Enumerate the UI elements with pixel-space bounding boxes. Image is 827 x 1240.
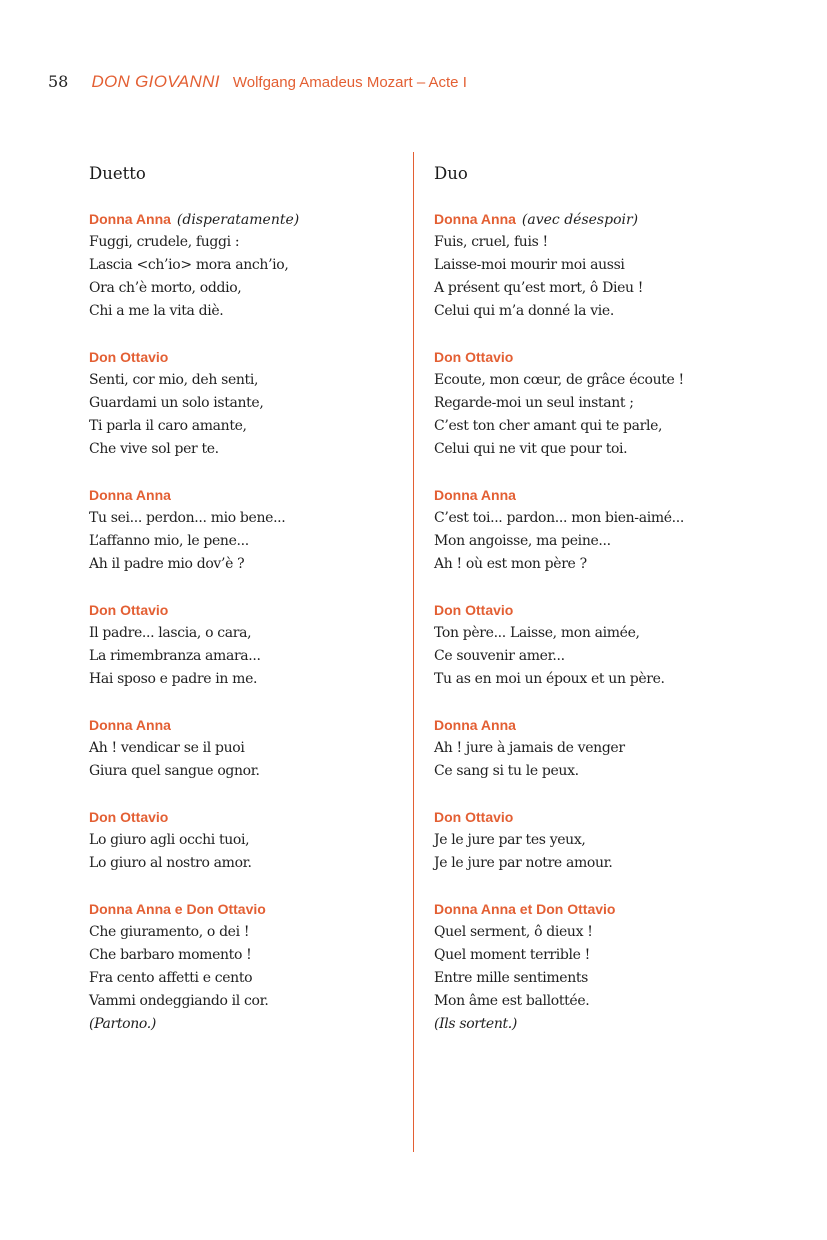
verse-line: Chi a me la vita diè. <box>89 303 224 319</box>
stage-direction: (disperatamente) <box>176 212 300 228</box>
verse-line: Ton père... Laisse, mon aimée, <box>434 625 640 641</box>
verse-line: Tu as en moi un époux et un père. <box>434 671 665 687</box>
verse-line: Lo giuro al nostro amor. <box>89 855 252 871</box>
speaker-label: Donna Anna <box>89 717 171 733</box>
verse-line: Che barbaro momento ! <box>89 947 252 963</box>
stage-direction: (avec désespoir) <box>521 212 639 228</box>
verse-line: Quel moment terrible ! <box>434 947 590 963</box>
speaker-name <box>434 208 754 231</box>
speaker-name <box>434 599 754 622</box>
stanza <box>434 599 754 691</box>
verse-line: Ora ch’è morto, oddio, <box>89 280 242 296</box>
speaker-label: Don Ottavio <box>89 809 169 825</box>
stage-direction: (Ils sortent.) <box>434 1016 517 1032</box>
verse-line: Senti, cor mio, deh senti, <box>89 372 259 388</box>
italian-column <box>89 162 409 1059</box>
verse-line: Lo giuro agli occhi tuoi, <box>89 832 250 848</box>
verse-line: Ah ! où est mon père ? <box>434 556 587 572</box>
stanza-list <box>89 208 409 1036</box>
stanza <box>434 714 754 783</box>
verse-line: Mon angoisse, ma peine... <box>434 533 611 549</box>
stanza <box>89 714 409 783</box>
stanza <box>89 484 409 576</box>
speaker-label: Don Ottavio <box>434 602 514 618</box>
french-column <box>434 162 754 1059</box>
column-divider <box>413 152 414 1152</box>
verse-line: Celui qui ne vit que pour toi. <box>434 441 628 457</box>
stage-direction: (Partono.) <box>89 1016 156 1032</box>
verse-line: Hai sposo e padre in me. <box>89 671 258 687</box>
verse-line: Fra cento affetti e cento <box>89 970 253 986</box>
stanza <box>89 898 409 1036</box>
stanza <box>434 208 754 323</box>
speaker-label: Donna Anna <box>434 717 516 733</box>
stanza <box>89 208 409 323</box>
stanza <box>434 806 754 875</box>
verse-line: Laisse-moi mourir moi aussi <box>434 257 625 273</box>
verse-line: Regarde-moi un seul instant ; <box>434 395 634 411</box>
verse-line: Ah ! jure à jamais de venger <box>434 740 625 756</box>
speaker-name <box>89 806 409 829</box>
verse-line: Fuis, cruel, fuis ! <box>434 234 548 250</box>
speaker-label: Donna Anna <box>434 487 516 503</box>
speaker-label: Don Ottavio <box>434 809 514 825</box>
speaker-label: Donna Anna <box>89 487 171 503</box>
verse-line: Che vive sol per te. <box>89 441 219 457</box>
page-number: 58 <box>48 72 69 91</box>
column-title: Duo <box>434 164 468 183</box>
speaker-label: Don Ottavio <box>434 349 514 365</box>
verse-line: Entre mille sentiments <box>434 970 589 986</box>
speaker-name <box>89 346 409 369</box>
speaker-name <box>434 714 754 737</box>
page-header <box>48 72 467 94</box>
speaker-name <box>89 599 409 622</box>
verse-line: Mon âme est ballottée. <box>434 993 590 1009</box>
column-title: Duetto <box>89 164 146 183</box>
speaker-name <box>89 208 409 231</box>
verse-line: L’affanno mio, le pene... <box>89 533 249 549</box>
stanza <box>89 599 409 691</box>
speaker-name <box>434 346 754 369</box>
composer-and-act: Wolfgang Amadeus Mozart – Acte I <box>232 74 467 91</box>
verse-line: C’est toi... pardon... mon bien-aimé... <box>434 510 684 526</box>
speaker-name <box>434 806 754 829</box>
verse-line: Fuggi, crudele, fuggi : <box>89 234 240 250</box>
speaker-name <box>89 898 409 921</box>
verse-line: Je le jure par notre amour. <box>434 855 613 871</box>
speaker-name <box>89 714 409 737</box>
verse-line: Celui qui m’a donné la vie. <box>434 303 614 319</box>
speaker-name <box>89 484 409 507</box>
verse-line: Ah ! vendicar se il puoi <box>89 740 245 756</box>
verse-line: Guardami un solo istante, <box>89 395 264 411</box>
verse-line: C’est ton cher amant qui te parle, <box>434 418 663 434</box>
speaker-label: Donna Anna e Don Ottavio <box>89 901 266 917</box>
verse-line: Lascia <ch’io> mora anch’io, <box>89 257 289 273</box>
verse-line: Tu sei... perdon... mio bene... <box>89 510 286 526</box>
verse-line: Quel serment, ô dieux ! <box>434 924 593 940</box>
stanza <box>434 898 754 1036</box>
stanza <box>89 346 409 461</box>
verse-line: A présent qu’est mort, ô Dieu ! <box>434 280 644 296</box>
verse-line: La rimembranza amara... <box>89 648 261 664</box>
speaker-label: Don Ottavio <box>89 349 169 365</box>
speaker-label: Donna Anna et Don Ottavio <box>434 901 616 917</box>
verse-line: Vammi ondeggiando il cor. <box>89 993 269 1009</box>
verse-line: Giura quel sangue ognor. <box>89 763 260 779</box>
stanza <box>434 484 754 576</box>
verse-line: Ti parla il caro amante, <box>89 418 247 434</box>
verse-line: Je le jure par tes yeux, <box>434 832 586 848</box>
verse-line: Il padre... lascia, o cara, <box>89 625 252 641</box>
speaker-label: Donna Anna <box>89 211 171 227</box>
verse-line: Ce sang si tu le peux. <box>434 763 579 779</box>
verse-line: Ah il padre mio dov’è ? <box>89 556 245 572</box>
speaker-name <box>434 484 754 507</box>
verse-line: Che giuramento, o dei ! <box>89 924 250 940</box>
verse-line: Ecoute, mon cœur, de grâce écoute ! <box>434 372 684 388</box>
speaker-name <box>434 898 754 921</box>
opera-title: DON GIOVANNI <box>91 72 220 91</box>
stanza <box>434 346 754 461</box>
stanza <box>89 806 409 875</box>
speaker-label: Donna Anna <box>434 211 516 227</box>
speaker-label: Don Ottavio <box>89 602 169 618</box>
verse-line: Ce souvenir amer... <box>434 648 565 664</box>
stanza-list <box>434 208 754 1036</box>
